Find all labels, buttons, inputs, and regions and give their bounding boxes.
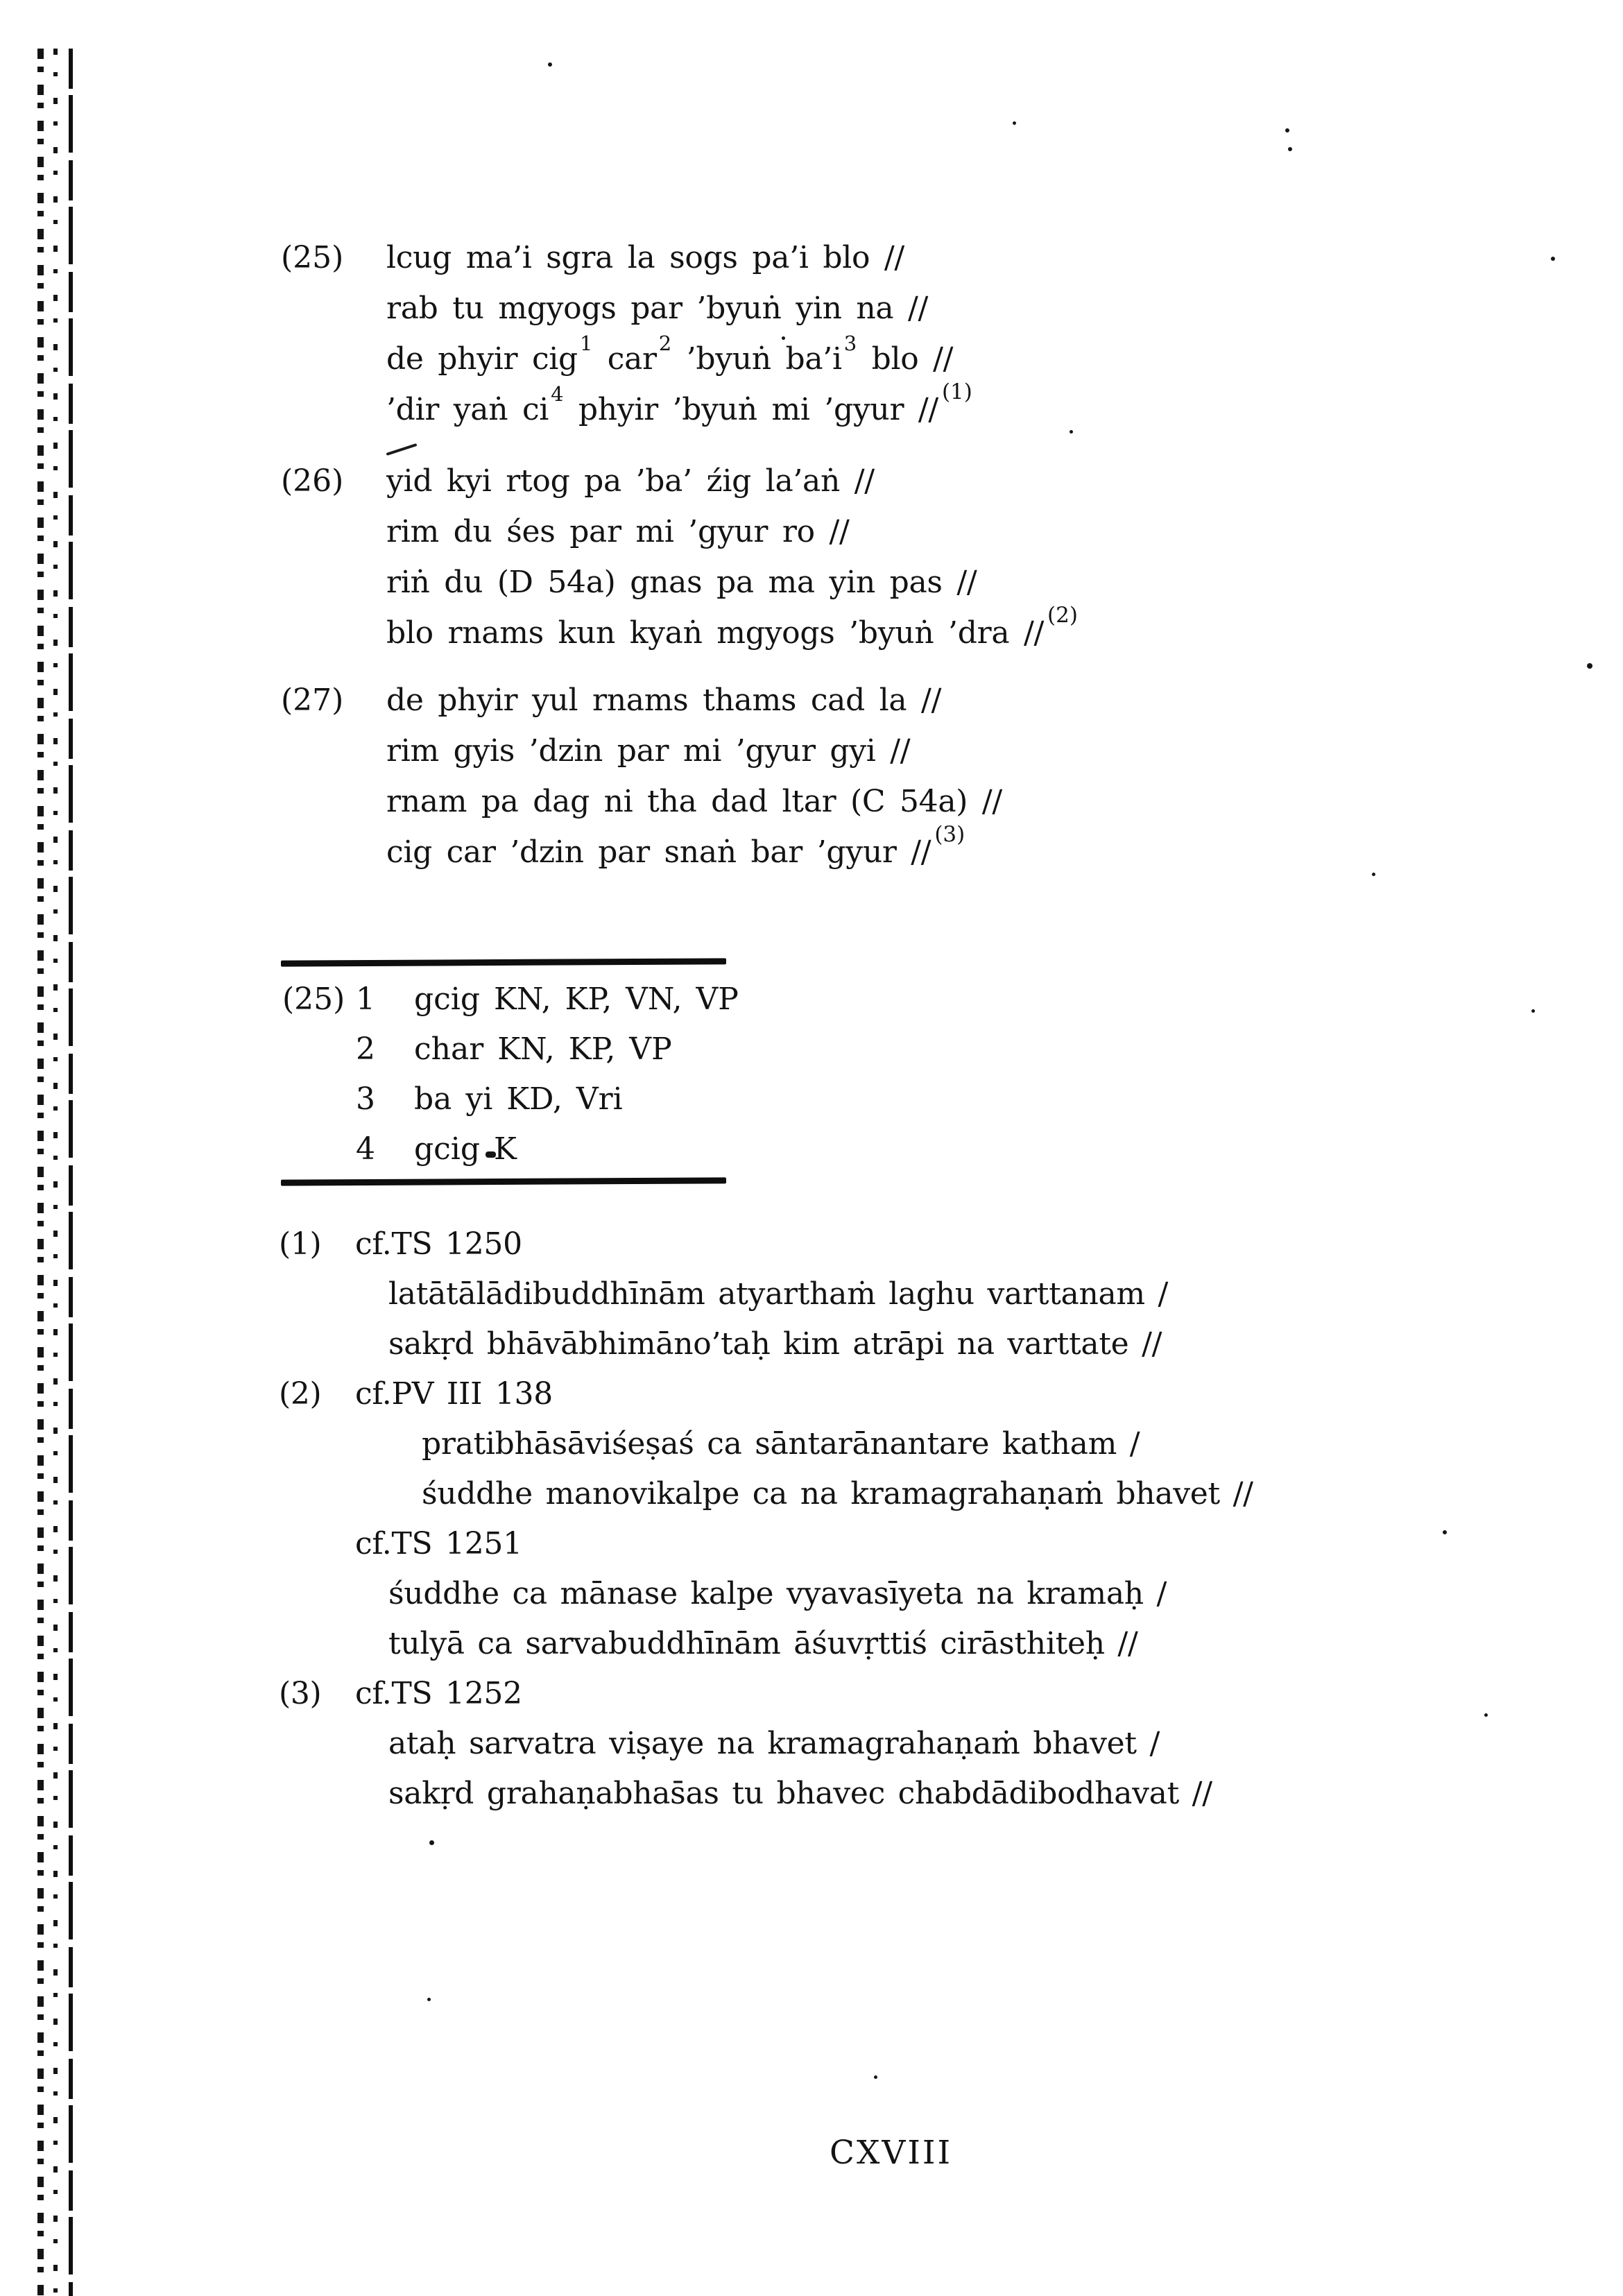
scan-binding-stripe	[37, 49, 44, 2296]
apparatus-reading: char KN, KP, VP	[414, 1031, 672, 1067]
footnote-label: (1)	[279, 1226, 322, 1262]
footnote-reference: cf.PV III 138	[355, 1376, 553, 1412]
scan-speck	[1070, 430, 1073, 434]
scan-speck	[1551, 257, 1555, 261]
footnote-text-line: śuddhe manovikalpe ca na kramagrahaṇaṁ bhavet //	[422, 1476, 1253, 1511]
scan-speck	[874, 2075, 877, 2079]
footnote-text-line: śuddhe ca mānase kalpe vyavasīyeta na kramaḥ /	[388, 1576, 1167, 1611]
apparatus-row	[282, 975, 739, 1025]
footnote-text-line: tulyā ca sarvabuddhīnām āśuvṛttiś cirāsthiteḥ //	[388, 1626, 1138, 1661]
verse-line: rnam pa dag ni tha dad ltar (C 54a) //	[386, 784, 1002, 819]
footnote-text-line: pratibhāsāviśeṣaś ca sāntarānantare katham /	[422, 1426, 1140, 1462]
scan-speck	[1013, 121, 1016, 125]
footnote-heading	[279, 1669, 1253, 1719]
apparatus-reading: ba yi KD, Vri	[414, 1081, 623, 1117]
footnote-item	[279, 1669, 1253, 1819]
verse-block	[281, 232, 972, 435]
verse-line: yid kyi rtog pa ’ba’ źig la’aṅ //	[386, 463, 875, 499]
footnotes-block	[279, 1219, 1253, 1819]
scan-speck	[427, 1998, 431, 2001]
footnote-heading	[279, 1219, 1253, 1269]
apparatus-row	[282, 1074, 739, 1124]
footnote-label: (2)	[279, 1376, 322, 1412]
verse-line: riṅ du (D 54a) gnas pa ma yin pas //	[386, 565, 977, 600]
footnote-text-line: latātālādibuddhīnām atyarthaṁ laghu varttanam /	[388, 1276, 1169, 1312]
verse-block	[281, 456, 1078, 658]
apparatus-rule-top	[281, 958, 726, 966]
verse-line: rab tu mgyogs par ’byuṅ yin na //	[386, 291, 929, 326]
apparatus-verse-label: (25)	[282, 982, 345, 1017]
verse-line: cig car ’dzin par snaṅ bar ’gyur // (3)	[386, 822, 965, 870]
apparatus-row	[282, 1124, 739, 1174]
footnote-group	[279, 1669, 1253, 1819]
footnote-reference: cf.TS 1252	[355, 1676, 522, 1711]
footnote-label: (3)	[279, 1676, 322, 1711]
verse-label: (27)	[281, 683, 344, 718]
apparatus-note-number: 4	[356, 1131, 375, 1167]
apparatus-rule-bottom	[281, 1177, 726, 1185]
page-number: CXVIII	[830, 2134, 953, 2172]
apparatus-note-number: 3	[356, 1081, 375, 1117]
footnote-subheading	[355, 1519, 1253, 1569]
verse-line: blo rnams kun kyaṅ mgyogs ’byuṅ ’dra // (2)	[386, 603, 1078, 651]
scan-speck	[1288, 147, 1292, 151]
scan-binding-stripe	[69, 49, 73, 2296]
scan-binding-stripe	[53, 49, 58, 2296]
apparatus-reading: gcig KN, KP, VN, VP	[414, 982, 739, 1017]
footnote-group	[279, 1219, 1253, 1369]
apparatus-reading: gcig K	[414, 1131, 517, 1167]
footnote-group	[279, 1369, 1253, 1669]
stray-pen-mark	[386, 443, 418, 456]
apparatus-block	[282, 975, 739, 1174]
apparatus-note-number: 1	[356, 982, 375, 1017]
apparatus-note-number: 2	[356, 1031, 375, 1067]
scan-speck	[1587, 663, 1592, 669]
scan-speck	[1443, 1530, 1447, 1534]
apparatus-row	[282, 1025, 739, 1074]
scan-speck	[1484, 1713, 1488, 1717]
footnote-text-line: ataḥ sarvatra viṣaye na kramagrahaṇaṁ bhavet /	[388, 1726, 1160, 1761]
footnote-item	[279, 1519, 1253, 1669]
verse-label: (25)	[281, 240, 344, 275]
verse-lines	[386, 232, 972, 435]
verse-line: ’dir yaṅ ci 4 phyir ’byuṅ mi ’gyur // (1)	[386, 379, 972, 427]
scan-speck	[1531, 1009, 1535, 1013]
verse-lines	[386, 675, 1002, 877]
footnote-item	[279, 1369, 1253, 1519]
verse-lines	[386, 456, 1078, 658]
footnote-reference: cf.TS 1250	[355, 1226, 522, 1262]
scan-speck	[429, 1840, 434, 1845]
verse-block	[281, 675, 1002, 877]
footnote-text-line: sakṛd bhāvābhimāno’taḥ kim atrāpi na varttate //	[388, 1326, 1162, 1362]
verse-line: rim du śes par mi ’gyur ro //	[386, 514, 850, 549]
scan-speck	[1285, 128, 1289, 132]
verse-label: (26)	[281, 463, 344, 499]
footnote-heading	[279, 1369, 1253, 1419]
scan-speck	[548, 62, 552, 67]
footnote-text-line: sakṛd grahaṇabhas̄as tu bhavec chabdādibodhavat //	[388, 1776, 1212, 1811]
verse-line: rim gyis ’dzin par mi ’gyur gyi //	[386, 733, 911, 769]
verse-line: de phyir yul rnams thams cad la //	[386, 683, 942, 718]
verse-line: de phyir cig 1 car 2 ’byuṅ ba’i 3 blo //	[386, 332, 954, 377]
footnote-item	[279, 1219, 1253, 1369]
verse-line: lcug ma’i sgra la sogs pa’i blo //	[386, 240, 904, 275]
footnote-reference: cf.TS 1251	[355, 1526, 522, 1561]
scan-speck	[1372, 873, 1375, 876]
